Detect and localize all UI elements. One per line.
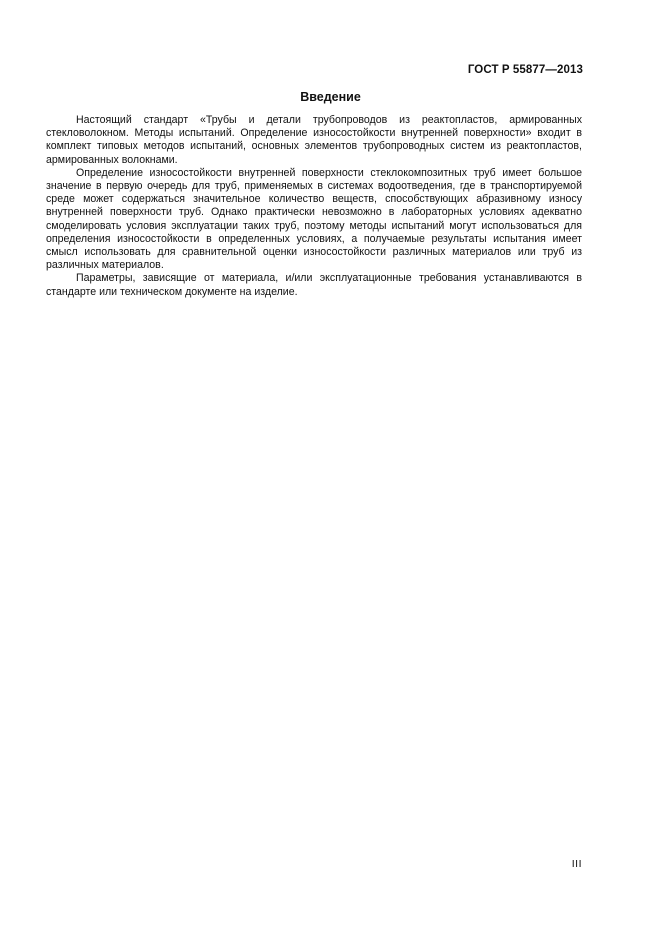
paragraph-2: Определение износостойкости внутренней поверхности стеклокомпозитных труб имеет большое значение в первую очередь для труб, применяемых в системах водоотведения, где в транспортируемой среде может содержаться значительное количество веществ, способствующих абразивному износу внутренней поверхности труб. Однако практически невозможно в лабораторных условиях адекватно смоделировать условия эксплуатации таких труб, поэтому методы испытаний могут использоваться для определения износостойкости в определенных условиях, а получаемые результаты испытания имеет смысл использовать для сравнительной оценки износостойкости различных материалов или труб из различных материалов. (46, 166, 582, 272)
page-number: III (571, 858, 582, 870)
body-text (46, 114, 582, 299)
paragraph-1: Настоящий стандарт «Трубы и детали трубопроводов из реактопластов, армированных стекловолокном. Методы испытаний. Определение износостойкости внутренней поверхности» входит в комплект типовых методов испытаний, основных элементов трубопроводных систем из реактопластов, армированных волокнами. (46, 114, 582, 166)
standard-code: ГОСТ Р 55877—2013 (467, 64, 583, 76)
section-title: Введение (300, 90, 361, 104)
paragraph-3: Параметры, зависящие от материала, и/или эксплуатационные требования устанавливаются в стандарте или техническом документе на изделие. (46, 272, 582, 298)
